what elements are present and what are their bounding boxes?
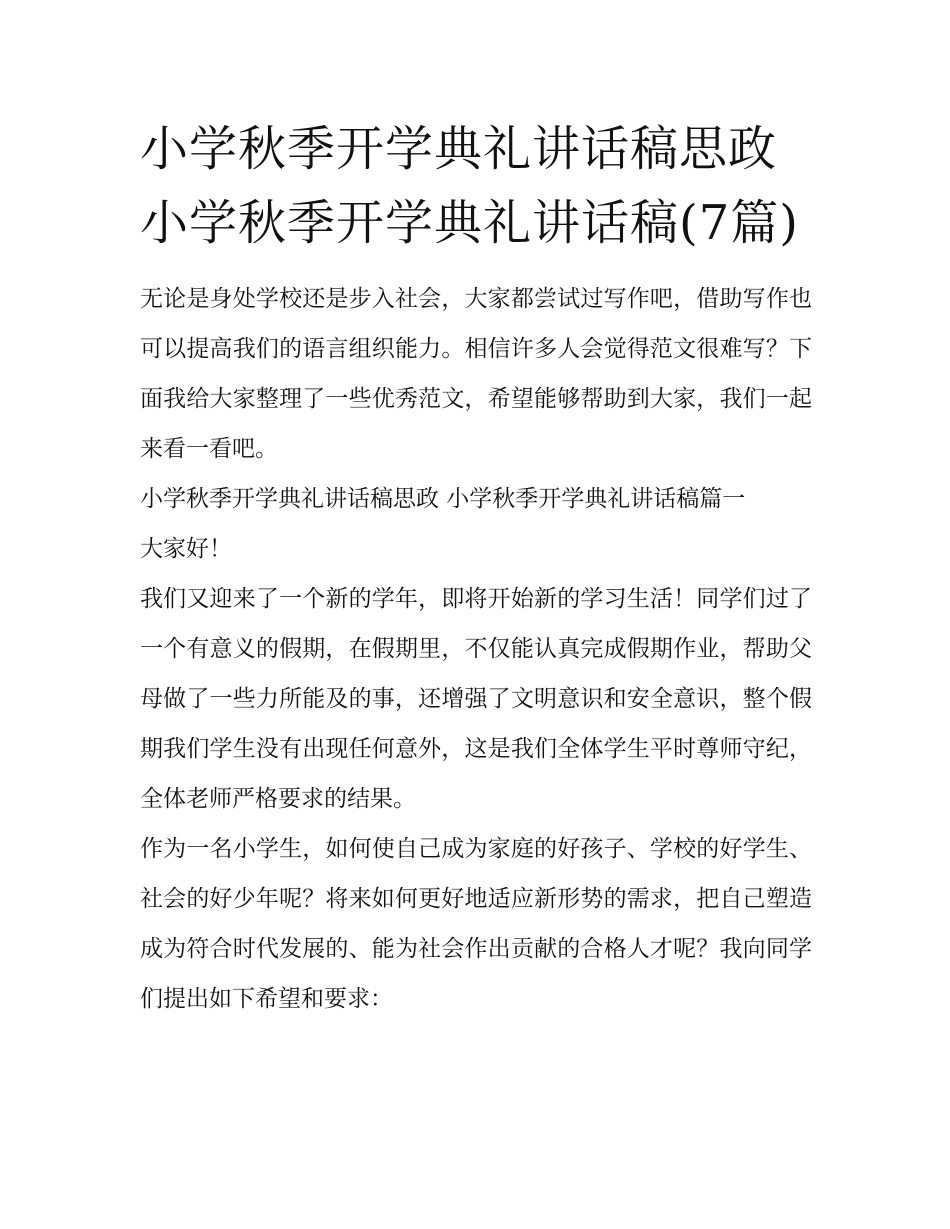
intro-paragraph: 无论是身处学校还是步入社会，大家都尝试过写作吧，借助写作也可以提高我们的语言组织能力。相信许多人会觉得范文很难写？下面我给大家整理了一些优秀范文，希望能够帮助到大家，我们一起来看一看吧。	[140, 286, 812, 462]
greeting-paragraph: 大家好！	[140, 536, 232, 562]
body-paragraph: 我们又迎来了一个新的学年，即将开始新的学习生活！同学们过了一个有意义的假期，在假期里，不仅能认真完成假期作业，帮助父母做了一些力所能及的事，还增强了文明意识和安全意识，整个假期我们学生没有出现任何意外，这是我们全体学生平时尊师守纪，全体老师严格要求的结果。	[140, 586, 812, 812]
section-heading: 小学秋季开学典礼讲话稿思政 小学秋季开学典礼讲话稿篇一	[140, 486, 746, 512]
document-page	[140, 112, 812, 1024]
document-title: 小学秋季开学典礼讲话稿思政 小学秋季开学典礼讲话稿(7篇)	[140, 121, 799, 251]
body-paragraph: 作为一名小学生，如何使自己成为家庭的好孩子、学校的好学生、社会的好少年呢？将来如何更好地适应新形势的需求，把自己塑造成为符合时代发展的、能为社会作出贡献的合格人才呢？我向同学们提出如下希望和要求：	[140, 836, 812, 1012]
